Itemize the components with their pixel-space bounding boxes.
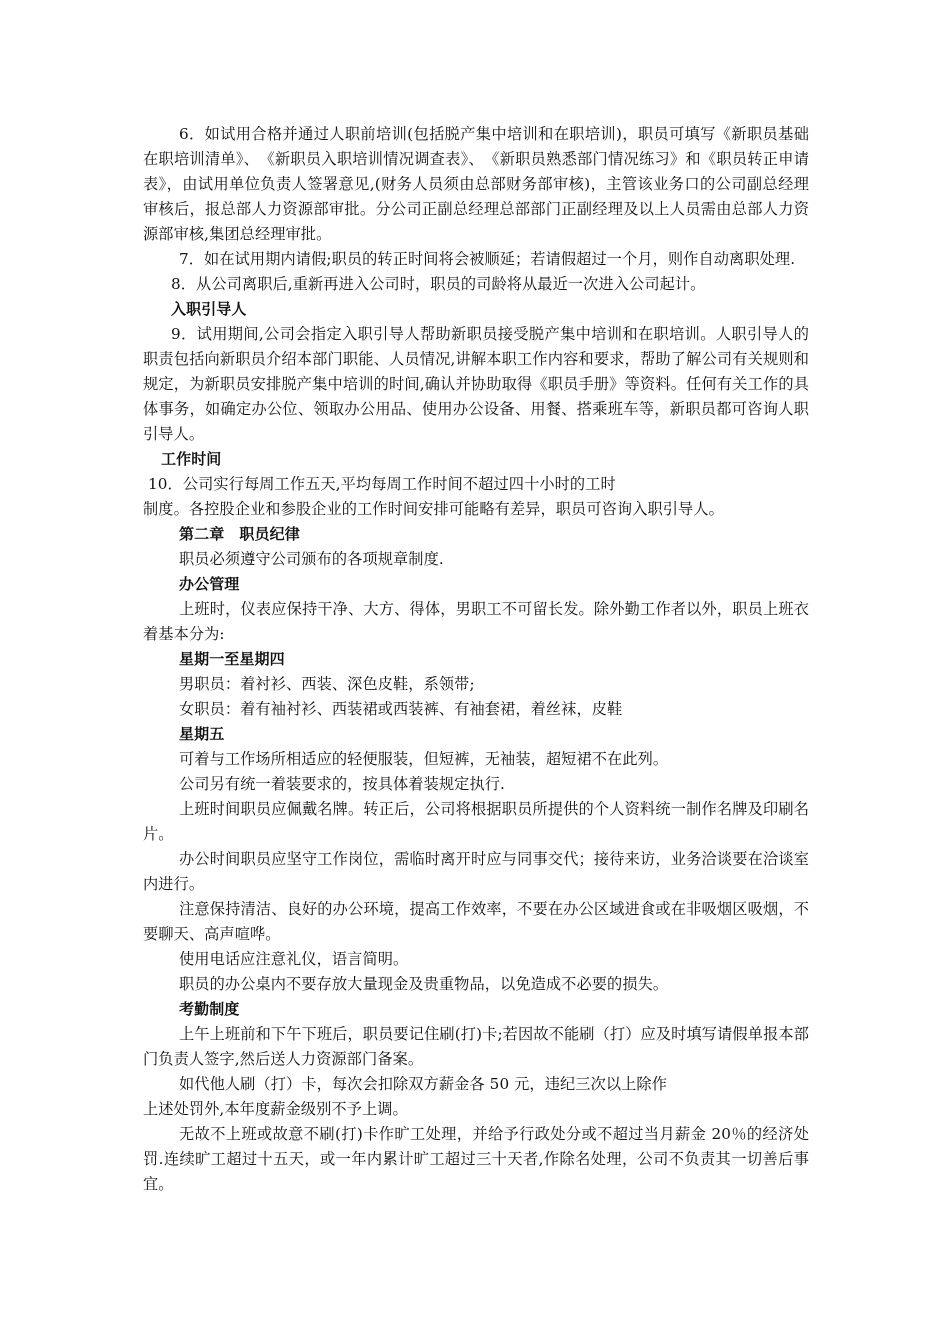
paragraph-rules: 职员必须遵守公司颁布的各项规章制度. <box>179 550 444 568</box>
document-body <box>143 122 809 1197</box>
section-heading-attendance: 考勤制度 <box>179 1000 240 1018</box>
paragraph-female-dress: 女职员：着有袖衬衫、西装裙或西装裤、有袖套裙，着丝袜，皮鞋 <box>179 700 623 718</box>
paragraph-proxy-punch-line1: 如代他人刷（打）卡，每次会扣除双方薪金各 50 元，违纪三次以上除作 <box>179 1075 668 1093</box>
paragraph-proxy-punch-line2: 上述处罚外,本年度薪金级别不予上调。 <box>143 1100 408 1118</box>
paragraph-valuables: 职员的办公桌内不要存放大量现金及贵重物品，以免造成不必要的损失。 <box>179 975 669 993</box>
paragraph-uniform: 公司另有统一着装要求的，按具体着装规定执行. <box>179 775 505 793</box>
chapter-heading: 第二章 职员纪律 <box>179 525 300 543</box>
paragraph-stay-at-post: 办公时间职员应坚守工作岗位，需临时离开时应与同事交代；接待来访，业务洽谈要在洽谈室内进行。 <box>143 850 809 893</box>
section-heading-guide: 入职引导人 <box>171 300 247 318</box>
paragraph-cleanliness: 注意保持清洁、良好的办公环境，提高工作效率，不要在办公区域进食或在非吸烟区吸烟，不要聊天、高声喧哗。 <box>143 900 809 943</box>
paragraph-casual-dress: 可着与工作场所相适应的轻便服装，但短裤，无袖装，超短裙不在此列。 <box>179 750 669 768</box>
paragraph-dress-code: 上班时，仪表应保持干净、大方、得体，男职工不可留长发。除外勤工作者以外，职员上班衣着基本分为: <box>143 600 809 643</box>
paragraph-item-10-line2: 制度。各控股企业和参股企业的工作时间安排可能略有差异，职员可咨询入职引导人。 <box>143 500 724 518</box>
subheading-friday: 星期五 <box>179 725 225 743</box>
section-heading-office: 办公管理 <box>179 575 240 593</box>
section-heading-work-time: 工作时间 <box>161 450 222 468</box>
subheading-monday-thursday: 星期一至星期四 <box>179 650 285 668</box>
paragraph-item-8: 8．从公司离职后,重新再进入公司时，职员的司龄将从最近一次进入公司起计。 <box>171 275 706 293</box>
paragraph-item-6: 6．如试用合格并通过人职前培训(包括脱产集中培训和在职培训)，职员可填写《新职员基础在职培训清单》、 《新职员入职培训情况调查表》、 《新职员熟悉部门情况练习》和《职员转正申请表》，由试用单位负责人签署意见,(财务人员须由总部财务部审核)，主管该业务口的公司副总经理审核后，报总部人力资源部审批。分公司正副总经理总部部门正副经理及以上人员需由总部人力资源部审核,集团总经理审批。 <box>143 125 809 243</box>
paragraph-phone-etiquette: 使用电话应注意礼仪，语言简明。 <box>179 950 409 968</box>
paragraph-clock-in: 上午上班前和下午下班后，职员要记住刷(打)卡;若因故不能刷（打）应及时填写请假单报本部门负责人签字,然后送人力资源部门备案。 <box>143 1025 809 1068</box>
paragraph-item-7: 7．如在试用期内请假;职员的转正时间将会被顺延；若请假超过一个月，则作自动离职处理. <box>179 250 796 268</box>
paragraph-name-badge: 上班时间职员应佩戴名牌。转正后，公司将根据职员所提供的个人资料统一制作名牌及印刷名片。 <box>143 800 809 843</box>
paragraph-absenteeism: 无故不上班或故意不刷(打)卡作旷工处理，并给予行政处分或不超过当月薪金 20％的经济处罚.连续旷工超过十五天，或一年内累计旷工超过三十天者,作除名处理，公司不负责其一切善后事宜。 <box>143 1125 809 1193</box>
paragraph-item-9: 9．试用期间,公司会指定入职引导人帮助新职员接受脱产集中培训和在职培训。人职引导人的职责包括向新职员介绍本部门职能、人员情况,讲解本职工作内容和要求，帮助了解公司有关规则和规定，为新职员安排脱产集中培训的时间,确认并协助取得《职员手册》等资料。任何有关工作的具体事务，如确定办公位、领取办公用品、使用办公设备、用餐、搭乘班车等，新职员都可咨询人职引导人。 <box>143 325 809 443</box>
paragraph-male-dress: 男职员：着衬衫、西装、深色皮鞋，系领带; <box>179 675 475 693</box>
paragraph-item-10-line1: 10．公司实行每周工作五天,平均每周工作时间不超过四十小时的工时 <box>148 475 616 493</box>
